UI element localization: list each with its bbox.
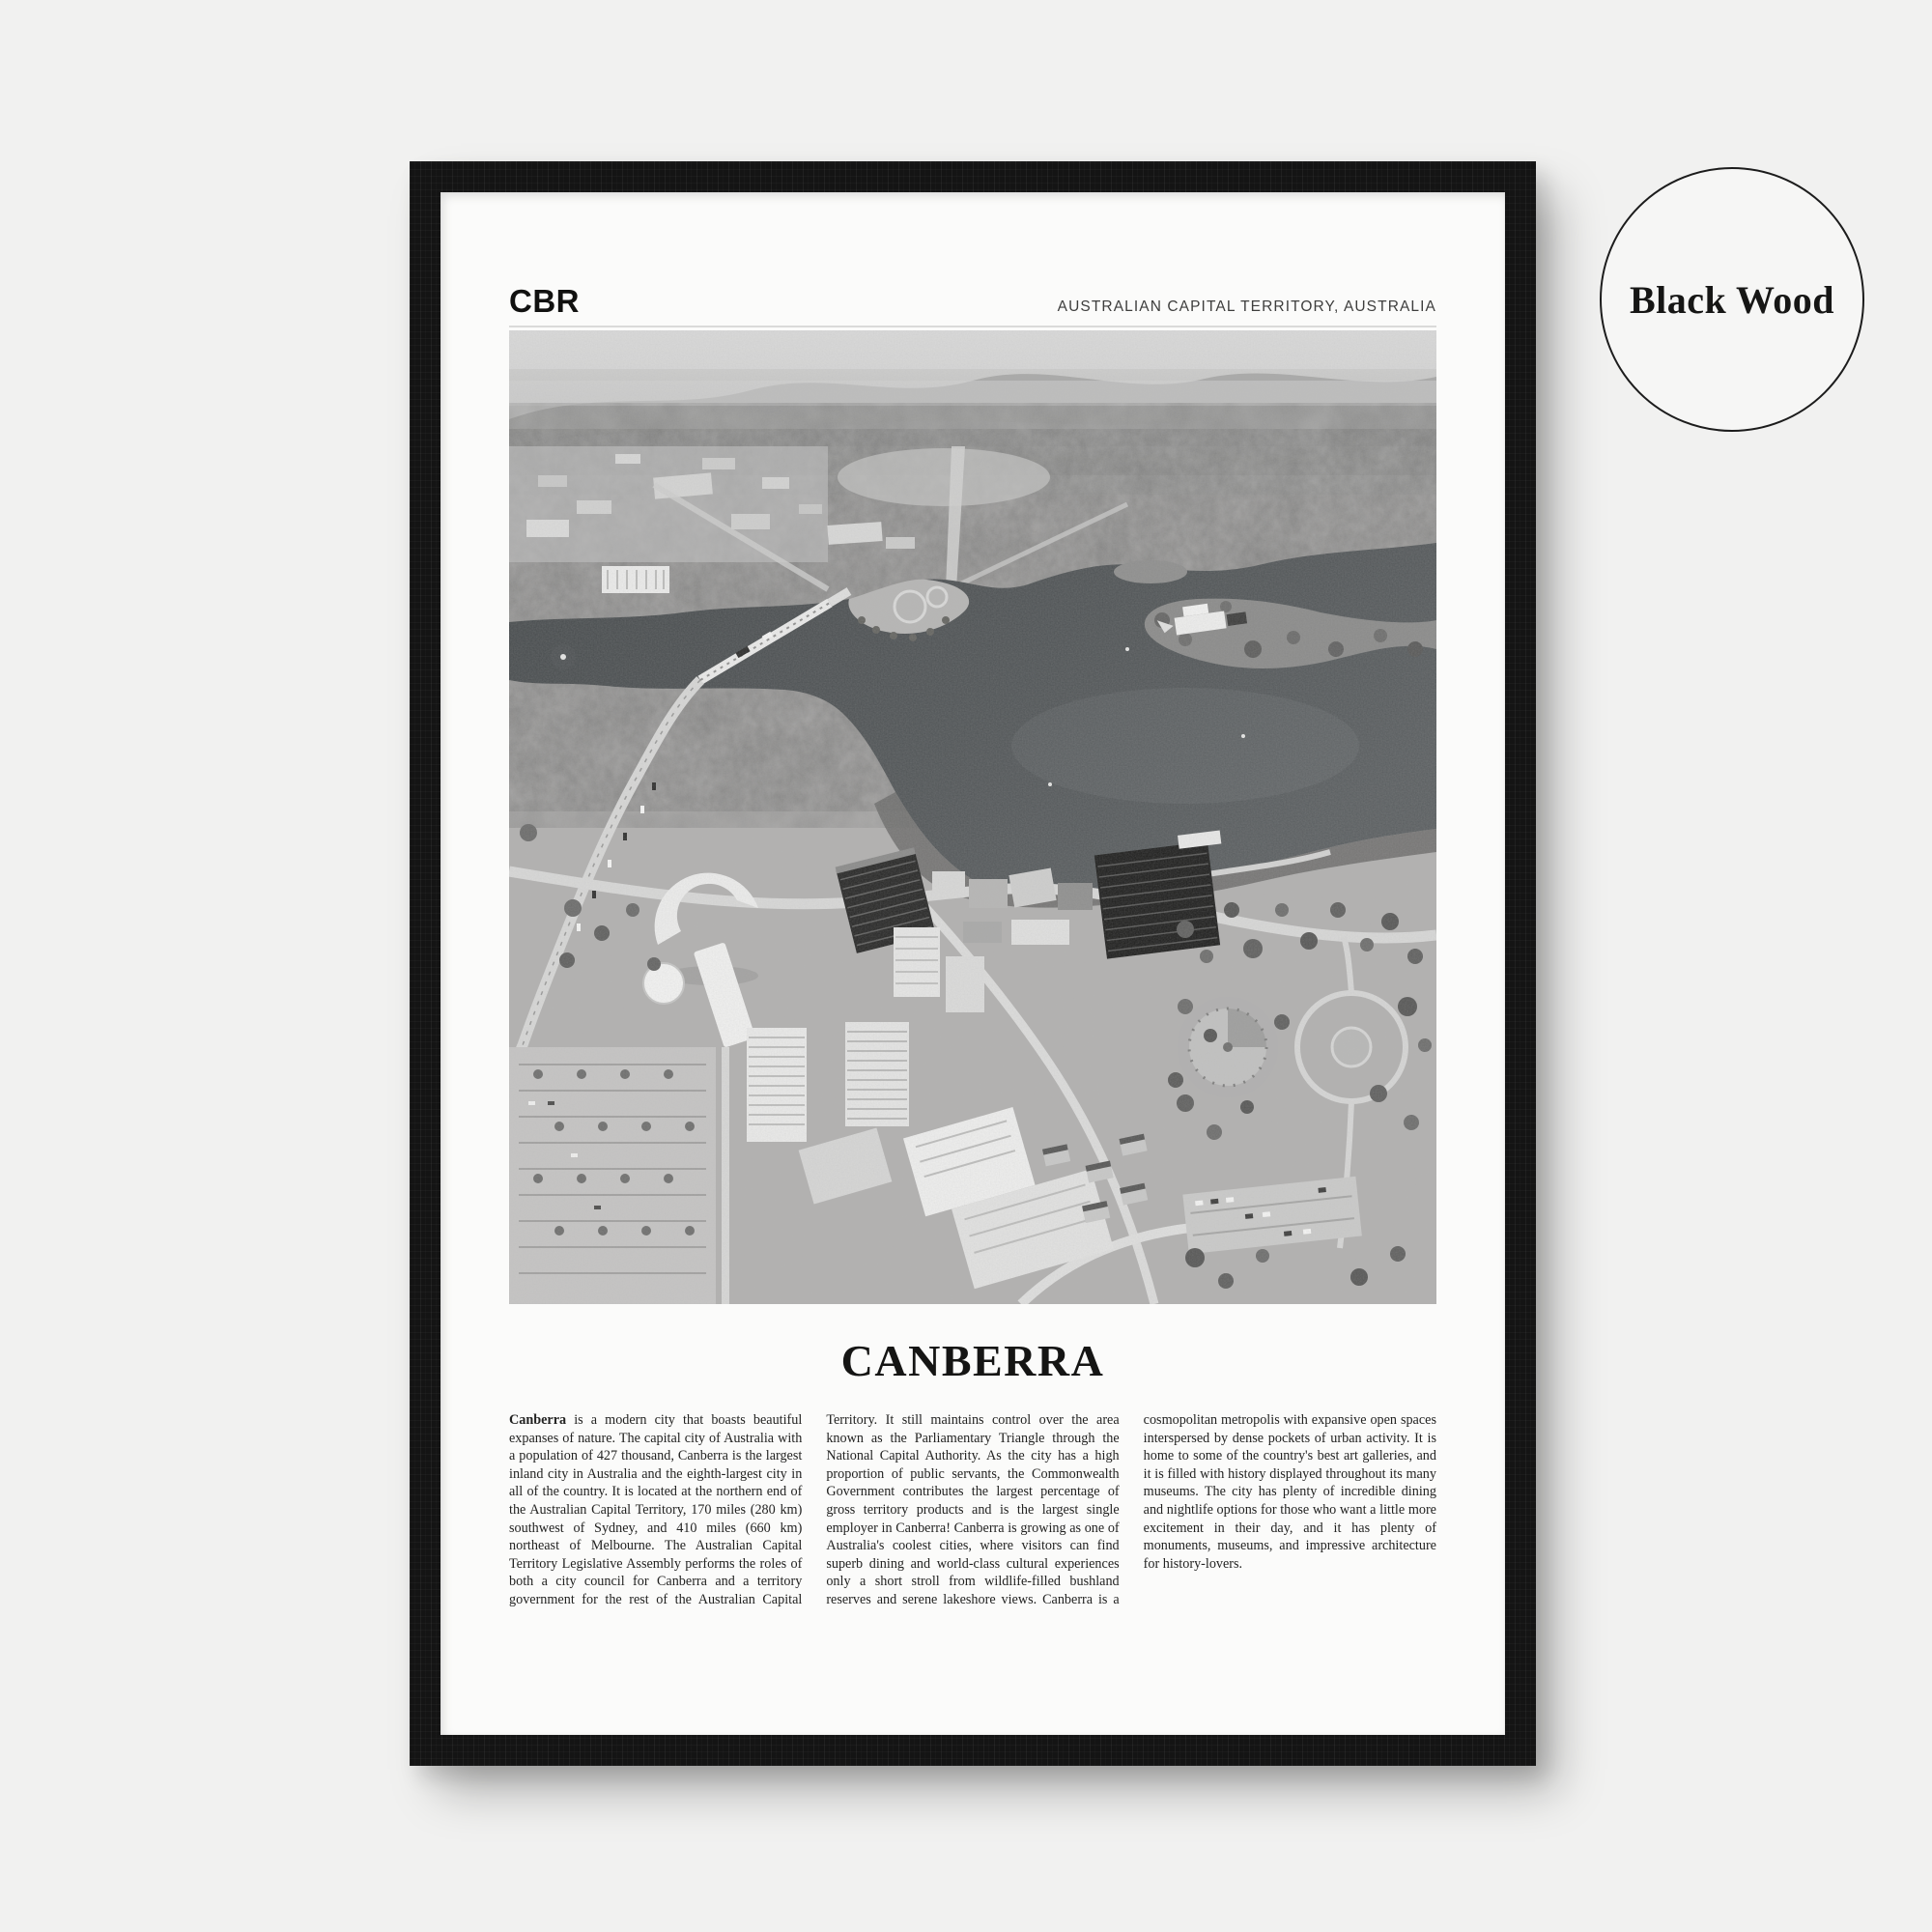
article-text [509,1411,1436,1609]
film-grain [509,330,1436,1304]
poster-title: CANBERRA [840,1336,1105,1385]
frame-material-badge [1600,167,1864,432]
aerial-photo [509,330,1436,1304]
article-lead-word: Canberra [509,1412,567,1428]
article-body: is a modern city that boasts beautiful expanses of nature. The capital city of Australia with a population of 427 thousand, Canberra is the largest inland city in Australia and the eighth-largest city in all of the country. It is located at the northern end of the Australian Capital Territory, 170 miles (280 km) southwest of Sydney, and 410 miles (660 km) northeast of Melbourne. The Australian Capital Territory Legislative Assembly performs the roles of both a city council for Canberra and a territory government for the rest of the Australian Capital Territory. It still maintains control over the area known as the Parliamentary Triangle through the National Capital Authority. As the city has a high proportion of public servants, the Commonwealth Government contributes the largest percentage of gross territory products and is the largest single employer in Canberra! Canberra is growing as one of Australia's coolest cities, where visitors can find superb dining and world-class cultural experiences only a short stroll from wildlife-filled bushland reserves and serene lakeshore views. Canberra is a cosmopolitan metropolis with expansive open spaces interspersed by dense pockets of urban activity. It is home to some of the country's best art galleries, and it is filled with history displayed throughout its many museums. The city has plenty of incredible dining and nightlife options for those who want a little more excitement in their day, and it has plenty of monuments, museums, and impressive architecture for history-lovers. [509,1412,1436,1607]
aerial-photo-illustration [509,330,1436,1304]
poster-header [509,285,1436,327]
city-code: CBR [509,283,580,319]
frame-material-label: Black Wood [1629,277,1835,322]
article-columns [509,1411,1436,1670]
region-label: AUSTRALIAN CAPITAL TERRITORY, AUSTRALIA [1057,298,1436,315]
poster [440,192,1505,1735]
black-wood-frame [410,161,1536,1766]
